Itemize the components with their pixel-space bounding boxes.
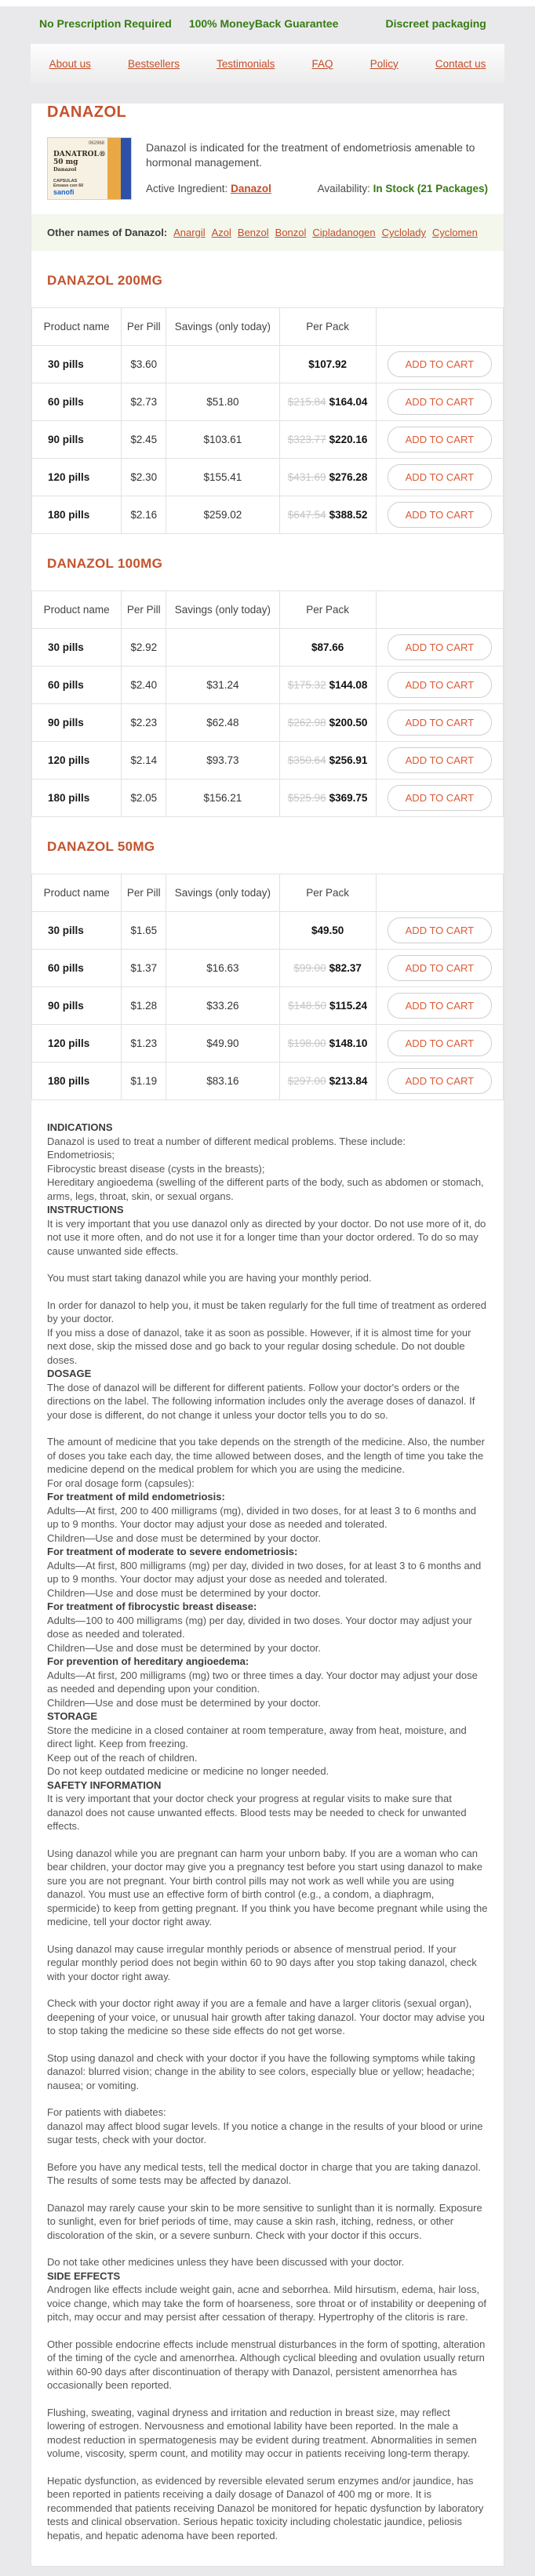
per-pill-price: $1.65 <box>122 912 166 950</box>
per-pill-price: $3.60 <box>122 346 166 383</box>
other-name-link[interactable]: Azol <box>211 227 231 238</box>
per-pill-price: $2.16 <box>122 496 166 534</box>
pack-price: $115.24 <box>329 1000 368 1012</box>
info-text: The dose of danazol will be different for different patients. Follow your doctor's orders or the directions on the label. The following information includes only the average doses of danazol. If your dose is different, do not change it unless your doctor tells you to do so. <box>47 1381 475 1421</box>
old-price: $323.77 <box>287 434 326 445</box>
per-pack-price <box>279 1063 376 1100</box>
info-text: If you miss a dose of danazol, take it as soon as possible. However, if it is almost time for your next dose, skip the missed dose and go back to your regular dosing schedule. Do not double doses. <box>47 1326 471 1366</box>
pack-size: 90 pills <box>32 421 122 459</box>
pack-size: 180 pills <box>32 779 122 817</box>
per-pill-price: $2.30 <box>122 459 166 496</box>
paragraph-gap <box>47 2461 488 2474</box>
price-table <box>31 307 504 534</box>
pack-price: $82.37 <box>329 962 362 974</box>
paragraph-gap <box>47 1285 488 1299</box>
old-price: $175.32 <box>287 679 326 691</box>
info-text: It is very important that your doctor check your progress at regular visits to make sure that danazol does not cause unwanted effects. Blood tests may be needed to check for unwanted effects. <box>47 1793 467 1832</box>
package-count: Envase con 60 <box>53 183 84 188</box>
price-row <box>32 383 504 421</box>
package-form: CAPSULAS <box>53 179 78 183</box>
info-text: Children—Use and dose must be determined by your doctor. <box>47 1641 322 1654</box>
pack-size: 120 pills <box>32 742 122 779</box>
add-to-cart-button[interactable]: ADD TO CART <box>388 351 492 377</box>
column-header: Per Pill <box>122 308 166 346</box>
other-name-link[interactable]: Cyclomen <box>432 227 478 238</box>
per-pack-price <box>279 742 376 779</box>
per-pill-price: $1.37 <box>122 950 166 987</box>
nav-link-bestsellers[interactable]: Bestsellers <box>127 57 180 70</box>
column-header: Per Pack <box>279 874 376 912</box>
add-to-cart-button[interactable]: ADD TO CART <box>388 1068 492 1094</box>
page-title: DANAZOL <box>47 104 127 121</box>
pack-price: $220.16 <box>329 434 368 445</box>
paragraph-gap <box>47 1983 488 1996</box>
package-orange-stripe <box>107 138 121 199</box>
per-pack-price <box>279 346 376 383</box>
paragraph-gap <box>47 2324 488 2338</box>
info-heading: For treatment of mild endometriosis: <box>47 1491 225 1502</box>
pack-price: $144.08 <box>329 679 368 691</box>
price-table <box>31 590 504 817</box>
price-row <box>32 779 504 817</box>
paragraph-gap <box>47 2147 488 2160</box>
info-heading: INDICATIONS <box>47 1121 113 1133</box>
price-row <box>32 667 504 704</box>
savings: $51.80 <box>166 383 279 421</box>
info-text: Store the medicine in a closed container at room temperature, away from heat, moisture, and direct light. Keep from freezing. <box>47 1724 467 1749</box>
column-header <box>376 874 503 912</box>
availability <box>318 183 488 194</box>
add-to-cart-button[interactable]: ADD TO CART <box>388 917 492 943</box>
product-summary <box>47 137 488 200</box>
price-table-section-200mg <box>31 273 504 534</box>
other-name-link[interactable]: Bonzol <box>275 227 307 238</box>
pack-size: 60 pills <box>32 383 122 421</box>
info-text: Using danazol while you are pregnant can harm your unborn baby. If you are a woman who can bear children, your doctor may give you a pregnancy test before you start using danazol to make sure you are not pregnant. Your birth control pills may not work as well while you are using danazol. You must use an effective form of birth control (e.g., a condom, a diaphragm, spermicide) to keep from getting pregnant. If you think you have become pregnant while using the medicine, tell your doctor right away. <box>47 1847 488 1927</box>
paragraph-gap <box>47 1929 488 1942</box>
table-heading: DANAZOL 100MG <box>47 556 163 571</box>
price-row <box>32 987 504 1025</box>
savings <box>166 346 279 383</box>
info-text: For patients with diabetes: <box>47 2106 166 2118</box>
old-price: $431.69 <box>287 471 326 483</box>
price-row <box>32 912 504 950</box>
per-pill-price: $2.05 <box>122 779 166 817</box>
per-pill-price: $1.19 <box>122 1063 166 1100</box>
paragraph-gap <box>47 2038 488 2051</box>
package-manufacturer-logo: sanofi <box>53 188 75 196</box>
product-package-image <box>47 137 132 200</box>
info-heading: SAFETY INFORMATION <box>47 1778 162 1791</box>
pack-price: $369.75 <box>329 792 368 804</box>
info-text: Danazol may rarely cause your skin to be more sensitive to sunlight than it is normally. Exposure to sunlight, even for brief periods of time, may cause a skin rash, itching, redness, or other discoloration of the skin, or a severe sunburn. Check with your doctor if this occurs. <box>47 2201 482 2241</box>
savings: $103.61 <box>166 421 279 459</box>
pack-price: $213.84 <box>329 1075 368 1087</box>
price-row <box>32 1063 504 1100</box>
info-text: Hepatic dysfunction, as evidenced by reversible elevated serum enzymes and/or jaundice, has been reported in patients receiving a daily dosage of Danazol of 400 mg or more. It is recommended that patients receiving Danazol be monitored for hepatic dysfunction by laboratory tests and clinical observation. Serious hepatic toxicity including cholestatic jaundice, peliosis hepatis, and hepatic adenoma have been reported. <box>47 2474 484 2541</box>
main-nav <box>31 44 504 83</box>
info-text: Children—Use and dose must be determined by your doctor. <box>47 1586 322 1599</box>
savings: $155.41 <box>166 459 279 496</box>
info-heading: For treatment of fibrocystic breast disease: <box>47 1600 257 1612</box>
info-text: Adults—100 to 400 milligrams (mg) per day, divided in two doses. Your doctor may adjust your dose as needed and tolerated. <box>47 1614 472 1640</box>
other-names-label: Other names of Danazol: <box>47 227 168 238</box>
pack-price: $49.50 <box>311 925 344 936</box>
add-to-cart-button[interactable]: ADD TO CART <box>388 464 492 490</box>
pack-size: 30 pills <box>32 346 122 383</box>
package-brand: DANATROL® 50 mg <box>53 151 106 166</box>
info-text: It is very important that you use danazol only as directed by your doctor. Do not use more of it, do not use it more often, and do not use it for a longer time than your doctor ordered. To do so may cause unwanted side effects. <box>47 1217 486 1257</box>
pack-size: 120 pills <box>32 1025 122 1063</box>
paragraph-gap <box>47 2092 488 2105</box>
info-heading: DOSAGE <box>47 1368 92 1379</box>
per-pack-price <box>279 950 376 987</box>
info-text: Stop using danazol and check with your doctor if you have the following symptoms while taking danazol: blurred vision; change in the ability to see colors, especially blue or yellow; headache; nausea; or vomiting. <box>47 2051 475 2091</box>
paragraph-gap <box>47 1833 488 1847</box>
info-heading: SIDE EFFECTS <box>47 2269 121 2282</box>
package-blue-stripe <box>121 138 131 199</box>
pack-price: $200.50 <box>329 717 368 728</box>
info-heading: For treatment of moderate to severe endometriosis: <box>47 1546 298 1557</box>
savings: $259.02 <box>166 496 279 534</box>
savings: $93.73 <box>166 742 279 779</box>
old-price: $99.00 <box>293 962 326 974</box>
price-row <box>32 346 504 383</box>
price-table <box>31 874 504 1100</box>
pack-price: $87.66 <box>311 641 344 653</box>
active-ingredient-label: Active Ingredient: <box>146 183 228 194</box>
per-pill-price: $1.28 <box>122 987 166 1025</box>
per-pack-price <box>279 496 376 534</box>
price-row <box>32 629 504 667</box>
nav-link-contact-us[interactable]: Contact us <box>435 57 486 70</box>
old-price: $215.84 <box>287 396 326 408</box>
active-ingredient-link[interactable]: Danazol <box>231 183 271 194</box>
old-price: $148.50 <box>288 1000 326 1012</box>
savings: $31.24 <box>166 667 279 704</box>
info-text: danazol may affect blood sugar levels. If you notice a change in the results of your blood or urine sugar tests, check with your doctor. <box>47 2120 483 2145</box>
pack-price: $256.91 <box>329 754 368 766</box>
other-name-link[interactable]: Anargil <box>173 227 206 238</box>
paragraph-gap <box>47 1422 488 1435</box>
per-pack-price <box>279 383 376 421</box>
price-row <box>32 704 504 742</box>
column-header: Per Pill <box>122 591 166 629</box>
old-price: $350.64 <box>287 754 326 766</box>
add-to-cart-button[interactable]: ADD TO CART <box>388 389 492 415</box>
pack-size: 180 pills <box>32 496 122 534</box>
info-text: Other possible endocrine effects include menstrual disturbances in the form of spotting, alteration of the timing of the cycle and amenorrhea. Although cyclical bleeding and ovulation usually return within 60-90 days after discontinuation of therapy with Danazol, persistent amenorrhea has occasionally been reported. <box>47 2338 486 2391</box>
info-text: For oral dosage form (capsules): <box>47 1477 195 1489</box>
add-to-cart-button[interactable]: ADD TO CART <box>388 427 492 452</box>
old-price: $198.00 <box>287 1037 326 1049</box>
pack-size: 60 pills <box>32 667 122 704</box>
price-row <box>32 421 504 459</box>
price-table-section-50mg <box>31 839 504 1100</box>
info-text: Check with your doctor right away if you are a female and have a larger clitoris (sexual organ), deepening of your voice, or unusual hair growth after taking danazol. Your doctor may advise you to stop taking the medicine so these side effects do not get worse. <box>47 1997 485 2036</box>
badge-discreet-packaging: Discreet packaging <box>385 17 486 30</box>
info-heading: STORAGE <box>47 1710 98 1722</box>
info-text: Children—Use and dose must be determined by your doctor. <box>47 1531 322 1544</box>
add-to-cart-button[interactable]: ADD TO CART <box>388 955 492 981</box>
per-pill-price: $2.14 <box>122 742 166 779</box>
info-text: Before you have any medical tests, tell the medical doctor in charge that you are taking danazol. The results of some tests may be affected by danazol. <box>47 2160 481 2186</box>
column-header: Savings (only today) <box>166 308 279 346</box>
per-pack-price <box>279 704 376 742</box>
availability-status: In Stock (21 Packages) <box>373 183 488 194</box>
column-header: Savings (only today) <box>166 591 279 629</box>
info-text: Keep out of the reach of children. <box>47 1751 198 1764</box>
per-pack-price <box>279 629 376 667</box>
savings: $83.16 <box>166 1063 279 1100</box>
column-header <box>376 591 503 629</box>
info-text: You must start taking danazol while you are having your monthly period. <box>47 1272 372 1284</box>
paragraph-gap <box>47 2393 488 2406</box>
add-to-cart-button[interactable]: ADD TO CART <box>388 710 492 736</box>
nav-link-policy[interactable]: Policy <box>369 57 399 70</box>
info-text: Using danazol may cause irregular monthly periods or absence of menstrual period. If your regular monthly period does not begin within 60 to 90 days after you stop taking danazol, check with your doctor right away. <box>47 1942 477 1982</box>
add-to-cart-button[interactable]: ADD TO CART <box>388 785 492 811</box>
info-text: The amount of medicine that you take depends on the strength of the medicine. Also, the number of doses you take each day, the time allowed between doses, and the length of time you take the medicine depend on the medical problem for which you are using the medicine. <box>47 1436 485 1475</box>
other-name-link[interactable]: Benzol <box>237 227 269 238</box>
drug-info <box>47 1121 488 2542</box>
add-to-cart-button[interactable]: ADD TO CART <box>388 993 492 1019</box>
savings <box>166 629 279 667</box>
column-header: Per Pack <box>279 308 376 346</box>
product-description: Danazol is indicated for the treatment of endometriosis amenable to hormonal management. <box>146 141 475 169</box>
per-pack-price <box>279 987 376 1025</box>
add-to-cart-button[interactable]: ADD TO CART <box>388 1030 492 1056</box>
paragraph-gap <box>47 2242 488 2255</box>
other-names-bar <box>31 214 504 251</box>
info-text: Flushing, sweating, vaginal dryness and irritation and reduction in breast size, may reflect lowering of estrogen. Nervousness and emotional lability have been reported. In the male a modest reduction in spermatogenesis may be evident during treatment. Abnormalities in semen volume, viscosity, sperm count, and motility may occur in patients receiving long-term therapy. <box>47 2406 477 2459</box>
old-price: $647.54 <box>287 509 326 521</box>
add-to-cart-button[interactable]: ADD TO CART <box>388 747 492 773</box>
savings: $49.90 <box>166 1025 279 1063</box>
package-generic-name: Danazol <box>53 166 77 173</box>
price-table-section-100mg <box>31 556 504 817</box>
info-text: Danazol is used to treat a number of different medical problems. These include: <box>47 1135 406 1147</box>
info-text: Children—Use and dose must be determined by your doctor. <box>47 1696 322 1709</box>
per-pack-price <box>279 1025 376 1063</box>
column-header: Per Pack <box>279 591 376 629</box>
availability-label: Availability: <box>317 183 370 194</box>
column-header: Savings (only today) <box>166 874 279 912</box>
column-header: Product name <box>32 308 122 346</box>
price-row <box>32 459 504 496</box>
info-text: Adults—At first, 200 to 400 milligrams (mg), divided in two doses, for at least 3 to 6 months and up to 9 months. Your doctor may adjust your dose as needed and tolerated. <box>47 1504 476 1530</box>
info-text: Hereditary angioedema (swelling of the different parts of the body, such as abdomen or stomach, arms, legs, throat, skin, or sexual organs. <box>47 1176 484 1202</box>
savings: $156.21 <box>166 779 279 817</box>
other-name-link[interactable]: Cyclolady <box>381 227 426 238</box>
badge-no-prescription: No Prescription Required <box>39 17 172 30</box>
add-to-cart-button[interactable]: ADD TO CART <box>388 634 492 660</box>
old-price: $525.96 <box>287 792 326 804</box>
pack-price: $148.10 <box>329 1037 368 1049</box>
info-text: In order for danazol to help you, it must be taken regularly for the full time of treatment as ordered by your doctor. <box>47 1299 487 1324</box>
pack-size: 120 pills <box>32 459 122 496</box>
price-row <box>32 496 504 534</box>
info-text: Androgen like effects include weight gain, acne and seborrhea. Mild hirsutism, edema, hair loss, voice change, which may take the form of hoarseness, sore throat or of instability or deepening of pitch, may occur and may persist after cessation of therapy. Hypertrophy of the clitoris is rare. <box>47 2284 487 2323</box>
savings <box>166 912 279 950</box>
badge-moneyback: 100% MoneyBack Guarantee <box>188 17 339 30</box>
price-row <box>32 950 504 987</box>
savings: $33.26 <box>166 987 279 1025</box>
info-text: Endometriosis; <box>47 1149 115 1161</box>
column-header: Product name <box>32 591 122 629</box>
paragraph-gap <box>47 1258 488 1271</box>
info-text: Do not keep outdated medicine or medicine no longer needed. <box>47 1765 329 1777</box>
price-row <box>32 1025 504 1063</box>
column-header: Product name <box>32 874 122 912</box>
per-pack-price <box>279 667 376 704</box>
per-pill-price: $2.23 <box>122 704 166 742</box>
savings: $62.48 <box>166 704 279 742</box>
per-pill-price: $2.45 <box>122 421 166 459</box>
table-heading: DANAZOL 50MG <box>47 839 155 854</box>
savings: $16.63 <box>166 950 279 987</box>
other-name-link[interactable]: Cipladanogen <box>312 227 376 238</box>
per-pill-price: $2.92 <box>122 629 166 667</box>
pack-size: 90 pills <box>32 987 122 1025</box>
pack-size: 90 pills <box>32 704 122 742</box>
info-text: Fibrocystic breast disease (cysts in the breasts); <box>47 1162 265 1175</box>
info-text: Adults—At first, 800 milligrams (mg) per day, divided in two doses, for at least 3 to 6 months and up to 9 months. Your doctor may adjust your dose as needed and tolerated. <box>47 1559 482 1585</box>
column-header <box>376 308 503 346</box>
per-pill-price: $2.40 <box>122 667 166 704</box>
pack-price: $276.28 <box>329 471 368 483</box>
per-pack-price <box>279 459 376 496</box>
add-to-cart-button[interactable]: ADD TO CART <box>388 502 492 528</box>
paragraph-gap <box>47 2188 488 2201</box>
topbar <box>0 6 535 39</box>
per-pack-price <box>279 912 376 950</box>
nav-link-testimonials[interactable]: Testimonials <box>217 57 275 70</box>
nav-link-faq[interactable]: FAQ <box>311 57 333 70</box>
old-price: $297.00 <box>287 1075 326 1087</box>
info-text: Adults—At first, 200 milligrams (mg) two or three times a day. Your doctor may adjust your dose as needed and depending upon your condition. <box>47 1669 478 1695</box>
pack-price: $388.52 <box>329 509 368 521</box>
info-heading: INSTRUCTIONS <box>47 1204 124 1215</box>
add-to-cart-button[interactable]: ADD TO CART <box>388 672 492 698</box>
product-card <box>31 104 504 2567</box>
info-heading: For prevention of hereditary angioedema: <box>47 1655 249 1667</box>
per-pack-price <box>279 421 376 459</box>
per-pill-price: $2.73 <box>122 383 166 421</box>
pack-size: 30 pills <box>32 912 122 950</box>
per-pill-price: $1.23 <box>122 1025 166 1063</box>
column-header: Per Pill <box>122 874 166 912</box>
pack-size: 60 pills <box>32 950 122 987</box>
pack-price: $164.04 <box>329 396 368 408</box>
nav-link-about-us[interactable]: About us <box>49 57 91 70</box>
pack-price: $107.92 <box>308 358 348 370</box>
price-row <box>32 742 504 779</box>
top-white-strip <box>0 0 535 6</box>
package-code: 062968 <box>88 141 104 146</box>
pack-size: 30 pills <box>32 629 122 667</box>
old-price: $262.98 <box>287 717 326 728</box>
info-text: Do not take other medicines unless they have been discussed with your doctor. <box>47 2256 405 2268</box>
active-ingredient <box>146 183 271 194</box>
per-pack-price <box>279 779 376 817</box>
pack-size: 180 pills <box>32 1063 122 1100</box>
table-heading: DANAZOL 200MG <box>47 273 163 288</box>
